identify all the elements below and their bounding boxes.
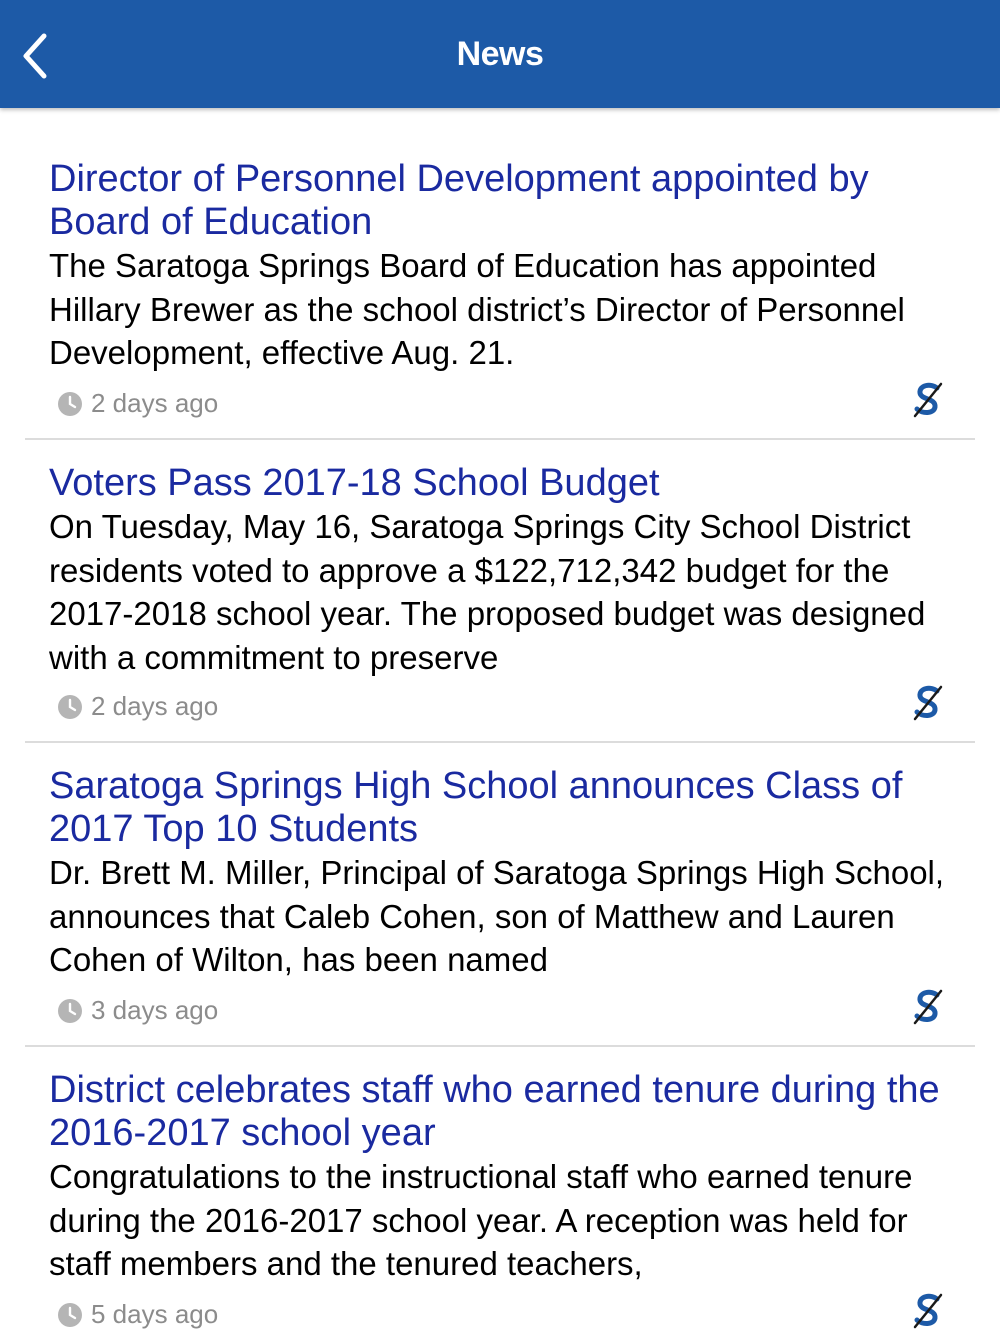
news-time-text: 2 days ago (91, 388, 219, 418)
news-summary: Dr. Brett M. Miller, Principal of Saratoga Springs High School, announces that Caleb Cohen, son of Matthew and Lauren Cohen of Wilton, has been named (49, 854, 945, 978)
news-summary: On Tuesday, May 16, Saratoga Springs City School District residents voted to approve a $122,712,342 budget for the 2017-2018 school year. The proposed budget was designed with a commitment to preserve (49, 508, 926, 676)
clock-icon (57, 694, 83, 720)
news-title[interactable]: Voters Pass 2017-18 School Budget (49, 462, 660, 504)
district-logo-icon (911, 1291, 945, 1331)
news-time (57, 388, 218, 419)
district-logo-icon (911, 987, 945, 1027)
news-item[interactable] (25, 440, 975, 743)
news-item[interactable] (25, 743, 975, 1047)
news-summary: Congratulations to the instructional staff who earned tenure during the 2016-2017 school year. A reception was held for staff members and the tenured teachers, (49, 1158, 913, 1282)
clock-icon (57, 998, 83, 1024)
news-meta (25, 981, 975, 1045)
district-logo-icon (911, 380, 945, 420)
district-logo-icon (911, 683, 945, 723)
clock-icon (57, 1302, 83, 1328)
news-title[interactable]: Saratoga Springs High School announces Class of 2017 Top 10 Students (49, 765, 903, 850)
news-item[interactable] (25, 1047, 975, 1334)
news-item[interactable] (25, 108, 975, 440)
news-meta (25, 374, 975, 438)
app-header (0, 0, 1000, 108)
clock-icon (57, 391, 83, 417)
news-list[interactable] (0, 108, 1000, 1334)
news-meta (25, 677, 975, 741)
news-title[interactable]: District celebrates staff who earned tenure during the 2016-2017 school year (49, 1069, 940, 1154)
news-time-text: 3 days ago (91, 995, 219, 1025)
news-time-text: 2 days ago (91, 691, 219, 721)
news-summary: The Saratoga Springs Board of Education has appointed Hillary Brewer as the school district’s Director of Personnel Development, effective Aug. 21. (49, 247, 905, 371)
news-time-text: 5 days ago (91, 1299, 219, 1329)
news-title[interactable]: Director of Personnel Development appointed by Board of Education (49, 158, 869, 243)
page-title: News (456, 35, 544, 73)
news-time (57, 691, 218, 722)
news-meta (25, 1285, 975, 1334)
news-time (57, 995, 218, 1026)
news-time (57, 1299, 218, 1330)
